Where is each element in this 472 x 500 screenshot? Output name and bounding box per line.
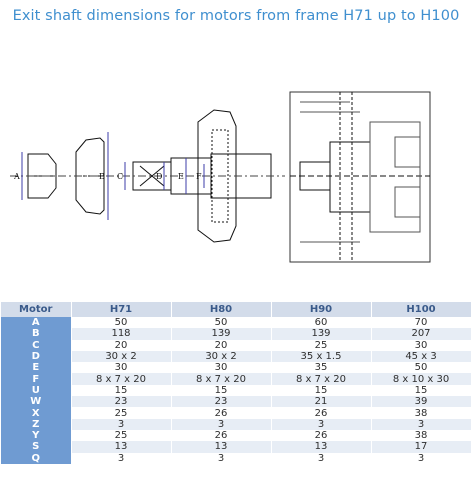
dim-label-b: B [99, 172, 105, 181]
cell-h100: 8 x 10 x 30 [371, 373, 471, 384]
table-row [1, 453, 471, 464]
page-title: Exit shaft dimensions for motors from frame H71 up to H100 [12, 8, 460, 24]
dim-label-a: A [14, 172, 20, 181]
row-key: F [1, 373, 71, 384]
cell-h90: 3 [271, 453, 371, 464]
dim-label-f: F [196, 172, 202, 181]
dim-label-d: D [156, 172, 163, 181]
cell-h71: 118 [71, 328, 171, 339]
cell-h100: 15 [371, 385, 471, 396]
cell-h80: 13 [171, 441, 271, 452]
row-key: Y [1, 430, 71, 441]
table-row [1, 340, 471, 351]
cell-h71: 3 [71, 453, 171, 464]
cell-h71: 13 [71, 441, 171, 452]
table-row [1, 441, 471, 452]
cell-h80: 8 x 7 x 20 [171, 373, 271, 384]
cell-h100: 38 [371, 407, 471, 418]
cell-h100: 17 [371, 441, 471, 452]
cell-h90: 25 [271, 340, 371, 351]
cell-h90: 13 [271, 441, 371, 452]
cell-h90: 3 [271, 419, 371, 430]
cell-h80: 26 [171, 407, 271, 418]
table-row [1, 328, 471, 339]
table-row [1, 373, 471, 384]
cell-h90: 8 x 7 x 20 [271, 373, 371, 384]
cell-h100: 39 [371, 396, 471, 407]
cell-h71: 25 [71, 430, 171, 441]
motor-section-view [290, 92, 430, 262]
cell-h100: 3 [371, 419, 471, 430]
header-h71: H71 [71, 302, 171, 317]
cell-h80: 20 [171, 340, 271, 351]
header-h100: H100 [371, 302, 471, 317]
cell-h71: 8 x 7 x 20 [71, 373, 171, 384]
cell-h71: 15 [71, 385, 171, 396]
cell-h90: 35 [271, 362, 371, 373]
cell-h90: 26 [271, 407, 371, 418]
table-header-row [1, 302, 471, 317]
shaft-technical-drawing [0, 82, 472, 282]
cell-h90: 139 [271, 328, 371, 339]
table-row [1, 317, 471, 328]
cell-h71: 3 [71, 419, 171, 430]
cell-h71: 23 [71, 396, 171, 407]
cell-h80: 30 x 2 [171, 351, 271, 362]
cell-h90: 21 [271, 396, 371, 407]
row-key: Z [1, 419, 71, 430]
cell-h90: 15 [271, 385, 371, 396]
row-key: C [1, 340, 71, 351]
dim-label-c: C [117, 172, 124, 181]
cell-h80: 3 [171, 419, 271, 430]
cell-h80: 23 [171, 396, 271, 407]
row-key: W [1, 396, 71, 407]
cell-h100: 30 [371, 340, 471, 351]
cell-h90: 35 x 1.5 [271, 351, 371, 362]
cell-h90: 60 [271, 317, 371, 328]
cell-h71: 20 [71, 340, 171, 351]
cell-h80: 50 [171, 317, 271, 328]
cell-h80: 15 [171, 385, 271, 396]
cell-h100: 50 [371, 362, 471, 373]
row-key: E [1, 362, 71, 373]
table-row [1, 430, 471, 441]
dim-label-e: E [178, 172, 184, 181]
table-row [1, 385, 471, 396]
row-key: B [1, 328, 71, 339]
cell-h100: 45 x 3 [371, 351, 471, 362]
cell-h100: 38 [371, 430, 471, 441]
row-key: U [1, 385, 71, 396]
table-row [1, 351, 471, 362]
cell-h100: 3 [371, 453, 471, 464]
cell-h100: 207 [371, 328, 471, 339]
table-row [1, 396, 471, 407]
cell-h80: 3 [171, 453, 271, 464]
cell-h80: 26 [171, 430, 271, 441]
row-key: X [1, 407, 71, 418]
table-row [1, 407, 471, 418]
row-key: D [1, 351, 71, 362]
cell-h71: 30 [71, 362, 171, 373]
cell-h71: 50 [71, 317, 171, 328]
dimensions-table [1, 302, 472, 464]
row-key: A [1, 317, 71, 328]
table-row [1, 362, 471, 373]
cell-h71: 30 x 2 [71, 351, 171, 362]
header-h90: H90 [271, 302, 371, 317]
table-row [1, 419, 471, 430]
cell-h100: 70 [371, 317, 471, 328]
row-key: Q [1, 453, 71, 464]
header-motor: Motor [1, 302, 71, 317]
cell-h80: 139 [171, 328, 271, 339]
row-key: S [1, 441, 71, 452]
cell-h71: 25 [71, 407, 171, 418]
cell-h80: 30 [171, 362, 271, 373]
cell-h90: 26 [271, 430, 371, 441]
header-h80: H80 [171, 302, 271, 317]
